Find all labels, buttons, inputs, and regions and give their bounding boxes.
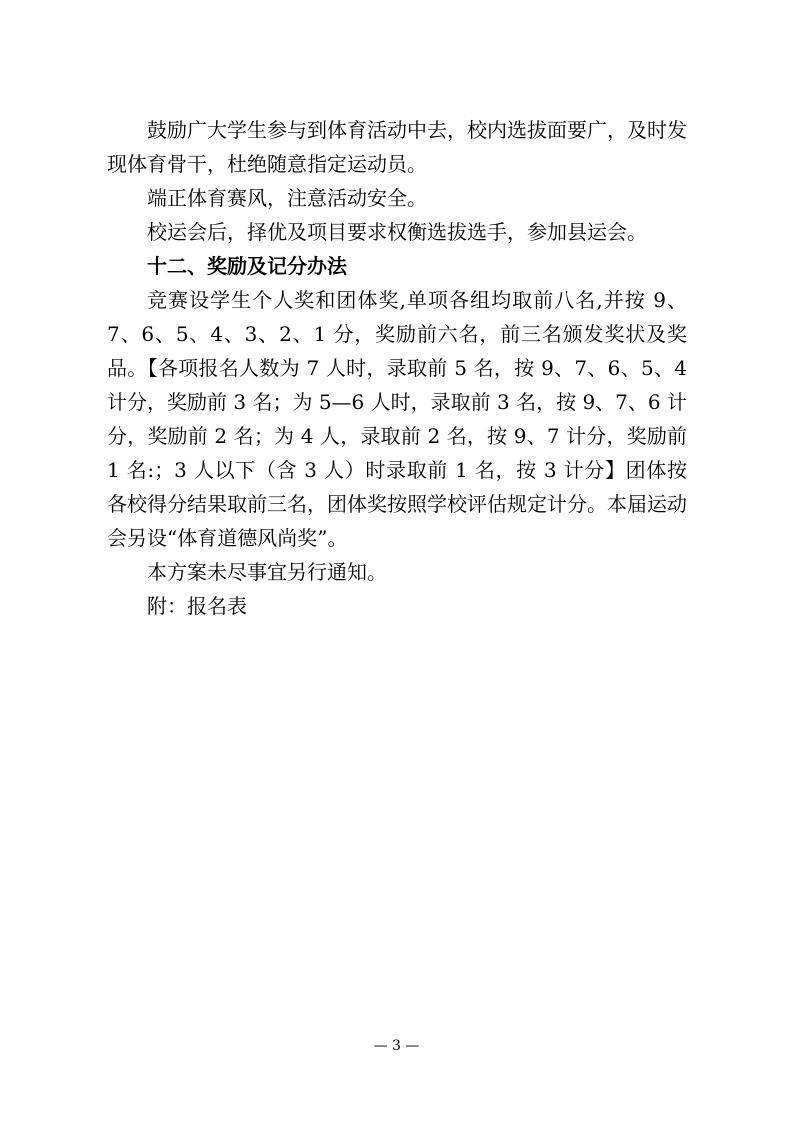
page-number: — 3 — — [373, 1038, 420, 1054]
paragraph-attachment: 附：报名表 — [147, 594, 247, 618]
section-heading: 十二、奖励及记分办法 — [147, 254, 347, 278]
paragraph-sportsmanship-safety: 端正体育赛风，注意活动安全。 — [147, 186, 427, 210]
paragraph-encourage-participation: 鼓励广大学生参与到体育活动中去，校内选拔面要广，及时发现体育骨干，杜绝随意指定运动员。 — [107, 118, 687, 176]
paragraph-further-notice: 本方案未尽事宜另行通知。 — [147, 560, 387, 584]
document-body — [107, 113, 687, 623]
paragraph-county-selection: 校运会后，择优及项目要求权衡选拔选手，参加县运会。 — [147, 220, 647, 244]
paragraph-awards-scoring: 竞赛设学生个人奖和团体奖,单项各组均取前八名,并按 9、7、6、5、4、3、2、1 分，奖励前六名，前三名颁发奖状及奖品。【各项报名人数为 7 人时，录取前 5 名，按 9、7、6、5、4 计分，奖励前 3 名；为 5—6 人时，录取前 3 名，按 9、7、6 计分，奖励前 2 名；为 4 人，录取前 2 名，按 9、7 计分，奖励前 1 名:；3 人以下（含 3 人）时录取前 1 名，按 3 计分】团体按各校得分结果取前三名，团体奖按照学校评估规定计分。本届运动会另设“体育道德风尚奖”。 — [107, 288, 687, 550]
